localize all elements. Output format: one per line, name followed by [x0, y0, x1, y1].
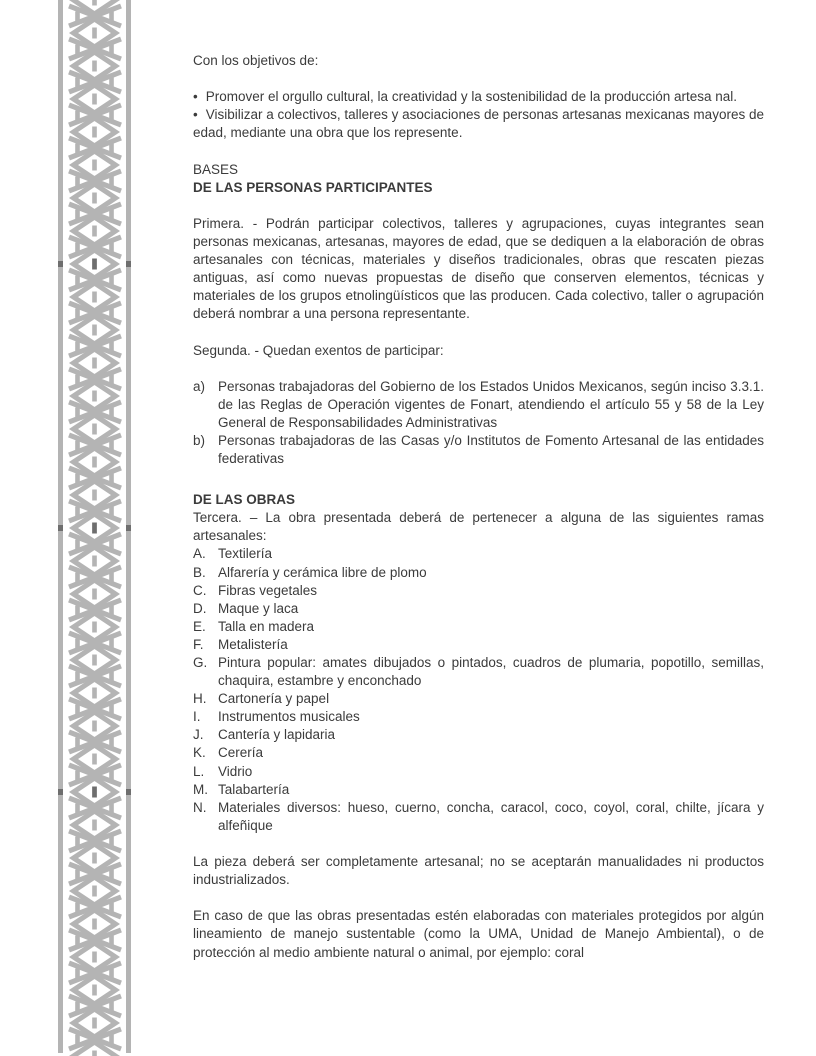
item-label: A. [193, 546, 206, 562]
decorative-border [0, 0, 145, 1056]
exempt-item [193, 432, 764, 468]
item-label: D. [193, 600, 207, 616]
item-label: C. [193, 582, 207, 598]
exempt-item [193, 378, 764, 432]
rama-item [193, 600, 764, 618]
encaso-paragraph: En caso de que las obras presentadas estén elaboradas con materiales protegidos por algún lineamiento de manejo sustentable (como la UMA, Unidad de Manejo Ambiental), o de protección al medio ambiente natural o animal, por ejemplo: coral [193, 908, 764, 960]
item-label: I. [193, 709, 201, 725]
item-text: Personas trabajadoras de las Casas y/o Institutos de Fomento Artesanal de las entidades federativas [218, 432, 764, 467]
item-text: Fibras vegetales [218, 582, 318, 598]
item-text: Talabartería [218, 781, 290, 797]
objectives-bullet-list [193, 88, 764, 142]
rama-item [193, 781, 764, 799]
item-text: Talla en madera [218, 618, 315, 634]
item-text: Textilería [218, 546, 273, 562]
bullet-text: Promover el orgullo cultural, la creatividad y la sostenibilidad de la producción artesa nal. [205, 89, 738, 105]
bullet-item [193, 88, 764, 106]
obras-heading: DE LAS OBRAS [193, 492, 296, 508]
border-fold-mark [126, 261, 131, 267]
border-fold-mark [58, 261, 63, 267]
item-text: Maque y laca [218, 600, 299, 616]
border-pattern-unit [69, 1029, 121, 1056]
rama-item [193, 799, 764, 835]
bullet-glyph: • [193, 89, 198, 105]
item-text: Cantería y lapidaria [218, 727, 336, 743]
rama-item [193, 654, 764, 690]
item-text: Pintura popular: amates dibujados o pintados, cuadros de plumaria, popotillo, semillas, chaquira, estambre y enconchado [218, 655, 764, 689]
pieza-paragraph: La pieza deberá ser completamente artesanal; no se aceptarán manualidades ni productos industrializados. [193, 854, 764, 888]
item-label: a) [193, 378, 206, 394]
tercera-paragraph: Tercera. – La obra presentada deberá de pertenecer a alguna de las siguientes ramas artesanales: [193, 510, 764, 544]
border-fold-mark [92, 523, 97, 534]
bullet-text: Visibilizar a colectivos, talleres y asociaciones de personas artesanas mexicanas mayores de edad, mediante una obra que los represente. [193, 107, 764, 141]
item-label: b) [193, 432, 206, 448]
intro-paragraph: Con los objetivos de: [193, 53, 319, 68]
segunda-paragraph: Segunda. - Quedan exentos de participar: [193, 342, 444, 358]
item-label: K. [193, 745, 206, 761]
bullet-glyph: • [193, 107, 198, 123]
rama-item [193, 545, 764, 563]
item-label: B. [193, 564, 206, 580]
item-label: J. [193, 727, 204, 743]
item-label: L. [193, 763, 205, 779]
item-label: G. [193, 655, 208, 670]
rama-item [193, 690, 764, 708]
item-text: Cerería [218, 745, 264, 761]
item-label: N. [193, 799, 207, 815]
border-fold-mark [126, 525, 131, 531]
item-label: E. [193, 618, 206, 634]
item-text: Cartonería y papel [218, 691, 330, 707]
primera-paragraph: Primera. - Podrán participar colectivos, talleres y agrupaciones, cuyas integrantes sean personas mexicanas, artesanas, mayores de edad, que se dediquen a la elaboración de obras artesanales con técnicas, materiales y diseños tradicionales, obras que rescaten piezas antiguas, así como nuevas propuestas de diseño que conserven elementos, técnicas y materiales de los grupos etnolingüísticos que las producen. Cada colectivo, taller o agrupación deberá nombrar a una persona representante. [193, 215, 764, 322]
rama-item [193, 582, 764, 600]
bullet-item [193, 106, 764, 142]
item-text: Materiales diversos: hueso, cuerno, concha, caracol, coco, coyol, coral, chilte, jícara y alfeñique [218, 799, 764, 833]
item-text: Personas trabajadoras del Gobierno de los Estados Unidos Mexicanos, según inciso 3.3.1. de las Reglas de Operación vigentes de Fonart, atendiendo el artículo 55 y 58 de la Ley General de Responsabilidades Administrativas [218, 378, 764, 430]
item-text: Vidrio [218, 763, 253, 779]
document-content [193, 52, 764, 962]
item-text: Alfarería y cerámica libre de plomo [218, 564, 427, 580]
ramas-list [193, 545, 764, 835]
border-fold-mark [58, 525, 63, 531]
item-label: F. [193, 636, 204, 652]
bases-heading: BASES [193, 161, 239, 177]
item-label: H. [193, 691, 207, 707]
rama-item [193, 763, 764, 781]
border-fold-mark [58, 789, 63, 795]
border-fold-mark [92, 259, 97, 270]
rama-item [193, 564, 764, 582]
item-label: M. [193, 781, 208, 797]
participants-heading: DE LAS PERSONAS PARTICIPANTES [193, 179, 433, 195]
exempt-list [193, 378, 764, 468]
item-text: Instrumentos musicales [218, 709, 360, 725]
rama-item [193, 744, 764, 762]
rama-item [193, 636, 764, 654]
rama-item [193, 708, 764, 726]
border-fold-mark [92, 787, 97, 798]
item-text: Metalistería [218, 636, 288, 652]
rama-item [193, 618, 764, 636]
rama-item [193, 726, 764, 744]
border-fold-mark [126, 789, 131, 795]
